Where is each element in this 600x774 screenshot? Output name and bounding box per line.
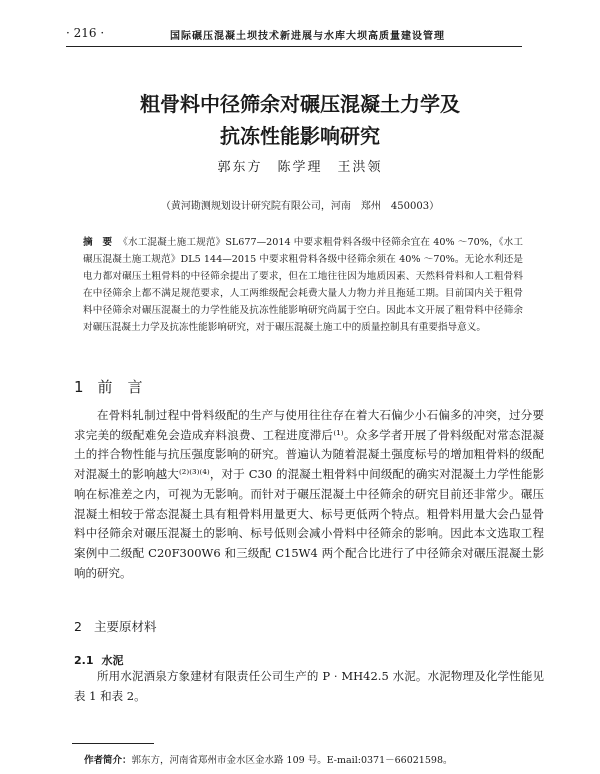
running-title: 国际碾压混凝土坝技术新进展与水库大坝高质量建设管理 [170,31,445,42]
subsection-2-1-title: 水泥 [101,654,124,667]
authors: 郭东方 陈学理 王洪领 [217,160,383,175]
footnote-label: 作者简介： [84,755,132,766]
affiliation: （黄河勘测规划设计研究院有限公司，河南 郑州 450003） [160,201,440,212]
section-1-heading [74,376,143,397]
page-number: · 216 · [66,26,105,40]
paper-title [0,88,600,152]
footnote-text: 郭东方，河南省郑州市金水区金水路 109 号。E-mail:0371－66021598。 [131,755,453,766]
section-1-title: 前 言 [97,378,143,396]
abstract [83,234,523,336]
subsection-2-1-number: 2.1 [74,654,94,667]
title-line-1: 粗骨料中径筛余对碾压混凝土力学及 [140,92,460,116]
section-2-heading [74,617,156,635]
section-2-number: 2 [74,619,82,634]
subsection-2-1-heading [74,652,124,668]
section-2-title: 主要原材料 [93,619,157,634]
abstract-text: 《水工混凝土施工规范》SL677—2014 中要求粗骨料各级中径筛余宜在 40% ～70%，《水工碾压混凝土施工规范》DL5 144—2015 中要求粗骨料各级中径筛余须在 40% ～70%。无论水利还是电力都对碾压土粗骨料的中径筛余提出了要求，但在工地往往因为地质因素、天然料骨料和人工粗骨料在中径筛余上都不满足规范要求，人工两维级配会耗费大量人力物力并且拖延工期。目前国内关于粗骨料中径筛余对碾压混凝土的力学性能及抗冻性能影响研究尚属于空白。因此本文开展了粗骨料中径筛余对碾压混凝土力学及抗冻性能影响研究，对于碾压混凝土施工中的质量控制具有重要指导意义。 [83,237,524,333]
abstract-label: 摘 要 [83,237,113,248]
footnote-divider [72,743,154,744]
section-1-number: 1 [74,378,84,396]
section-1-paragraph: 在骨料轧制过程中骨料级配的生产与使用往往存在着大石偏少小石偏多的冲突，过分要求完美的级配难免会造成弃料浪费、工程进度滞后⁽¹⁾。众多学者开展了骨料级配对常态混凝土的拌合物性能与抗压强度影响的研究。普遍认为随着混凝土强度标号的增加粗骨料的级配对混凝土的影响越大⁽²⁾⁽³⁾⁽⁴⁾，对于 C30 的混凝土粗骨料中间级配的确实对混凝土力学性能影响在标准差之内，可视为无影响。而针对于碾压混凝土中径筛余的研究目前还非常少。碾压混凝土相较于常态混凝土具有粗骨料用量更大、标号更低两个特点。粗骨料用量大会凸显骨料中径筛余对碾压混凝土的影响、标号低则会减小骨料中径筛余的影响。因此本文选取工程案例中二级配 C20F300W6 和三级配 C15W4 两个配合比进行了中径筛余对碾压混凝土影响的研究。 [74,408,544,580]
subsection-2-1-paragraph: 所用水泥酒泉方象建材有限责任公司生产的 P · MH42.5 水泥。水泥物理及化学性能见表 1 和表 2。 [74,669,544,703]
author-footnote [84,752,453,766]
running-header [66,24,522,47]
title-line-2: 抗冻性能影响研究 [220,124,380,148]
